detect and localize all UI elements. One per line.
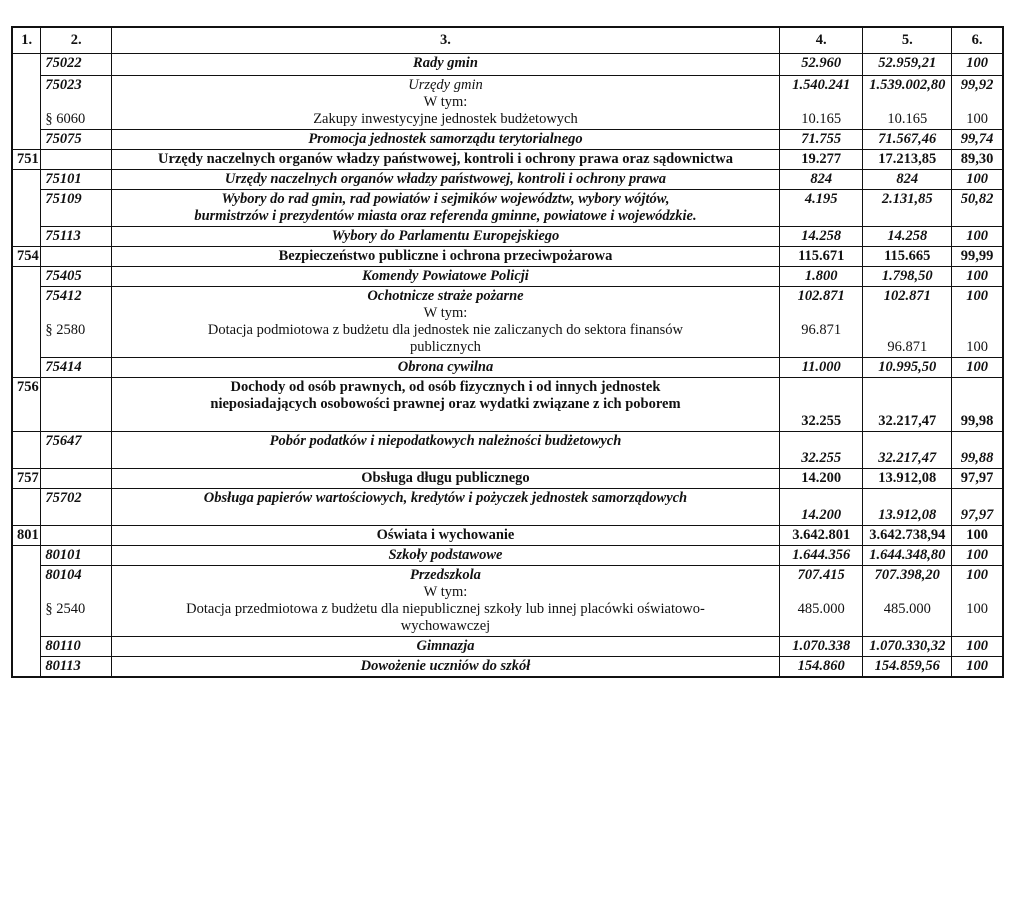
table-row <box>12 657 1003 678</box>
rozdzial-name <box>111 76 779 130</box>
percent-value: 100 <box>952 657 1003 678</box>
exec-value: 13.912,08 <box>863 469 952 489</box>
rozdzial-code: 75101 <box>41 170 112 190</box>
exec-value: 32.217,47 <box>863 432 952 469</box>
exec-value: 707.398,20 485.000 <box>863 566 952 637</box>
plan-value: 1.644.356 <box>780 546 863 566</box>
paragraph-plan: 485.000 <box>797 601 845 617</box>
exec-value: 115.665 <box>863 247 952 267</box>
exec-value: 52.959,21 <box>863 54 952 76</box>
plan-value: 4.195 <box>780 190 863 227</box>
paragraph-code: § 2540 <box>45 601 86 617</box>
rozdzial-name: Wybory do rad gmin, rad powiatów i sejmików województw, wybory wójtów, burmistrzów i prezydentów miasta oraz referenda gminne, powiatowe i wojewódzkie. <box>111 190 779 227</box>
rozdzial-code: 80104 § 2540 <box>41 566 112 637</box>
table-row <box>12 130 1003 150</box>
rozdzial-name: Przedszkola W tym: Dotacja przedmiotowa z budżetu dla niepublicznej szkoły lub innej placówki oświatowo- wychowawczej <box>111 566 779 637</box>
rozdzial-name: Ochotnicze straże pożarne W tym: Dotacja podmiotowa z budżetu dla jednostek nie zaliczanych do sektora finansów publicznych <box>111 287 779 358</box>
paragraph-name: Dotacja podmiotowa z budżetu dla jednostek nie zaliczanych do sektora finansów <box>207 322 684 338</box>
plan-value: 52.960 <box>780 54 863 76</box>
exec-value: 71.567,46 <box>863 130 952 150</box>
exec-value: 2.131,85 <box>863 190 952 227</box>
rozdzial-name: Obrona cywilna <box>111 358 779 378</box>
percent-value: 97,97 <box>952 489 1003 526</box>
rozdzial-code: 75702 <box>41 489 112 526</box>
exec-value: 13.912,08 <box>863 489 952 526</box>
table-row <box>12 526 1003 546</box>
plan-value: 14.258 <box>780 227 863 247</box>
percent-value: 99,99 <box>952 247 1003 267</box>
percent-value: 97,97 <box>952 469 1003 489</box>
rozdzial-name: Gimnazja <box>111 637 779 657</box>
dzial-name: Dochody od osób prawnych, od osób fizycznych i od innych jednostek nieposiadających osobowości prawnej oraz wydatki związane z ich poborem <box>111 378 779 432</box>
exec-value: 10.995,50 <box>863 358 952 378</box>
table-row <box>12 637 1003 657</box>
table-row <box>12 247 1003 267</box>
percent-value: 89,30 <box>952 150 1003 170</box>
rozdzial-name: Dowożenie uczniów do szkół <box>111 657 779 678</box>
paragraph-pct: 100 <box>966 339 988 355</box>
rozdzial-code: 80101 <box>41 546 112 566</box>
plan-value: 824 <box>780 170 863 190</box>
dzial-code: 801 <box>12 526 41 546</box>
percent-value: 100 <box>952 358 1003 378</box>
percent-value: 99,92 100 <box>952 76 1003 130</box>
paragraph-exec: 96.871 <box>887 339 928 355</box>
rozdzial-name: Rady gmin <box>111 54 779 76</box>
exec-value: 1.539.002,80 10.165 <box>863 76 952 130</box>
paragraph-plan: 96.871 <box>801 322 842 338</box>
table-row <box>12 150 1003 170</box>
header-col-4: 4. <box>780 27 863 54</box>
table-row <box>12 546 1003 566</box>
paragraph-plan: 10.165 <box>801 111 842 127</box>
table-row <box>12 566 1003 637</box>
rozdzial-name: Komendy Powiatowe Policji <box>111 267 779 287</box>
percent-value: 100 100 <box>952 287 1003 358</box>
paragraph-name: Zakupy inwestycyjne jednostek budżetowych <box>313 111 578 127</box>
table-row <box>12 54 1003 76</box>
table-row <box>12 190 1003 227</box>
w-tym-label: W tym: <box>423 584 468 600</box>
exec-value: 824 <box>863 170 952 190</box>
rozdzial-code: 75109 <box>41 190 112 227</box>
plan-value: 154.860 <box>780 657 863 678</box>
dzial-code: 757 <box>12 469 41 489</box>
rozdzial-name: Pobór podatków i niepodatkowych należności budżetowych <box>111 432 779 469</box>
paragraph-pct: 100 <box>966 601 988 617</box>
header-col-3: 3. <box>111 27 779 54</box>
plan-value: 1.540.241 10.165 <box>780 76 863 130</box>
paragraph-exec: 485.000 <box>883 601 931 617</box>
plan-value: 32.255 <box>780 432 863 469</box>
rozdzial-code: 80113 <box>41 657 112 678</box>
plan-value: 102.871 96.871 <box>780 287 863 358</box>
table-row <box>12 469 1003 489</box>
percent-value: 100 <box>952 526 1003 546</box>
table-row <box>12 267 1003 287</box>
plan-value: 14.200 <box>780 489 863 526</box>
budget-execution-table <box>11 26 1004 678</box>
plan-value: 707.415 485.000 <box>780 566 863 637</box>
exec-value: 102.871 96.871 <box>863 287 952 358</box>
plan-value: 19.277 <box>780 150 863 170</box>
table-row <box>12 287 1003 358</box>
rozdzial-name: Obsługa papierów wartościowych, kredytów i pożyczek jednostek samorządowych <box>111 489 779 526</box>
rozdzial-code: 75414 <box>41 358 112 378</box>
w-tym-label: W tym: <box>423 305 468 321</box>
plan-value: 32.255 <box>780 378 863 432</box>
percent-value: 100 <box>952 54 1003 76</box>
rozdzial-name: Wybory do Parlamentu Europejskiego <box>111 227 779 247</box>
rozdzial-code: 75075 <box>41 130 112 150</box>
rozdzial-code: 75113 <box>41 227 112 247</box>
paragraph-exec: 10.165 <box>887 111 928 127</box>
header-row <box>12 27 1003 54</box>
table-row <box>12 76 1003 130</box>
exec-value: 17.213,85 <box>863 150 952 170</box>
dzial-code: 756 <box>12 378 41 432</box>
rozdzial-name: Urzędy naczelnych organów władzy państwowej, kontroli i ochrony prawa <box>111 170 779 190</box>
rozdzial-code: 75405 <box>41 267 112 287</box>
rozdzial-name: Szkoły podstawowe <box>111 546 779 566</box>
rozdzial-name-text: Urzędy gmin <box>408 77 483 93</box>
exec-value: 154.859,56 <box>863 657 952 678</box>
header-col-2: 2. <box>41 27 112 54</box>
table-row <box>12 432 1003 469</box>
percent-value: 100 <box>952 227 1003 247</box>
rozdzial-code <box>41 76 112 130</box>
dzial-cell-empty <box>12 54 41 150</box>
plan-value: 3.642.801 <box>780 526 863 546</box>
header-col-6: 6. <box>952 27 1003 54</box>
exec-value: 1.798,50 <box>863 267 952 287</box>
percent-value: 99,98 <box>952 378 1003 432</box>
percent-value: 100 100 <box>952 566 1003 637</box>
dzial-code: 754 <box>12 247 41 267</box>
table-row <box>12 227 1003 247</box>
rozdzial-name: Promocja jednostek samorządu terytorialnego <box>111 130 779 150</box>
exec-value: 1.644.348,80 <box>863 546 952 566</box>
dzial-name: Obsługa długu publicznego <box>111 469 779 489</box>
plan-value: 1.800 <box>780 267 863 287</box>
plan-value: 1.070.338 <box>780 637 863 657</box>
paragraph-name: Dotacja przedmiotowa z budżetu dla niepublicznej szkoły lub innej placówki oświatowo- <box>186 601 705 617</box>
dzial-code: 751 <box>12 150 41 170</box>
budget-table-container <box>11 26 1004 678</box>
plan-value: 71.755 <box>780 130 863 150</box>
exec-value: 1.070.330,32 <box>863 637 952 657</box>
rozdzial-code: 80110 <box>41 637 112 657</box>
plan-value: 14.200 <box>780 469 863 489</box>
exec-value: 14.258 <box>863 227 952 247</box>
percent-value: 100 <box>952 546 1003 566</box>
rozdzial-code-text: 75023 <box>45 77 82 93</box>
rozdzial-code: 75412 § 2580 <box>41 287 112 358</box>
paragraph-code: § 6060 <box>45 111 86 127</box>
percent-value: 100 <box>952 170 1003 190</box>
percent-value: 100 <box>952 267 1003 287</box>
rozdzial-code: 75022 <box>41 54 112 76</box>
header-col-1: 1. <box>12 27 41 54</box>
table-row <box>12 489 1003 526</box>
plan-value: 11.000 <box>780 358 863 378</box>
percent-value: 99,88 <box>952 432 1003 469</box>
table-row <box>12 170 1003 190</box>
exec-value: 3.642.738,94 <box>863 526 952 546</box>
header-col-5: 5. <box>863 27 952 54</box>
rozdzial-code: 75647 <box>41 432 112 469</box>
exec-value: 32.217,47 <box>863 378 952 432</box>
table-row <box>12 378 1003 432</box>
dzial-name: Bezpieczeństwo publiczne i ochrona przeciwpożarowa <box>111 247 779 267</box>
percent-value: 50,82 <box>952 190 1003 227</box>
dzial-name: Urzędy naczelnych organów władzy państwowej, kontroli i ochrony prawa oraz sądownictwa <box>111 150 779 170</box>
percent-value: 99,74 <box>952 130 1003 150</box>
table-row <box>12 358 1003 378</box>
paragraph-pct: 100 <box>966 111 988 127</box>
plan-value: 115.671 <box>780 247 863 267</box>
w-tym-label: W tym: <box>423 94 468 110</box>
paragraph-code: § 2580 <box>45 322 86 338</box>
percent-value: 100 <box>952 637 1003 657</box>
dzial-name: Oświata i wychowanie <box>111 526 779 546</box>
